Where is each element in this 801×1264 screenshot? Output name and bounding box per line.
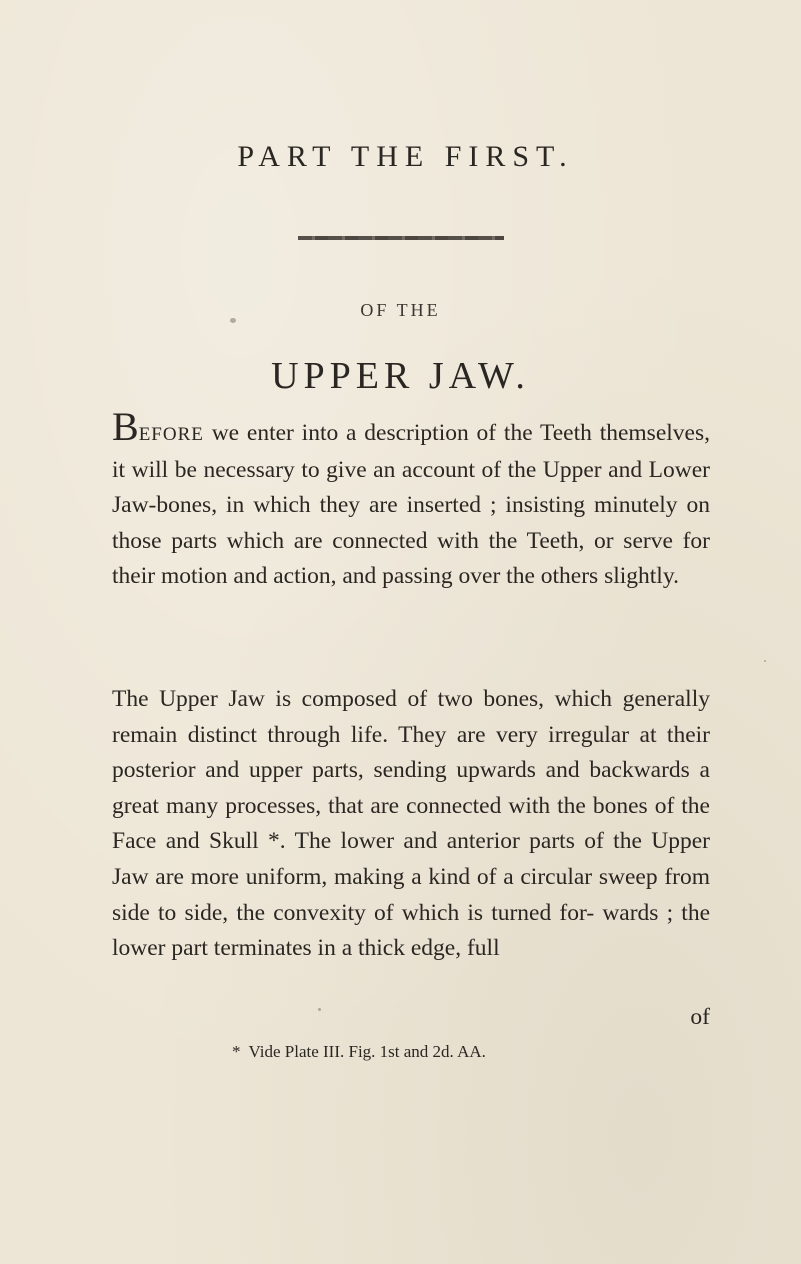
paper-speck bbox=[230, 318, 236, 323]
paragraph-2-text: The Upper Jaw is composed of two bones, which generally remain distinct through life. They are very irregular at their posterior and upper parts, sending upwards and backwards a great many processes, that are connected with the bones of the Face and Skull *. The lower and anterior parts of the Upper Jaw are more uniform, making a kind of a circular sweep from side to side, the convexity of which is turned for- wards ; the lower part terminates in a thick edge, full bbox=[112, 686, 710, 962]
paper-speck bbox=[318, 1008, 321, 1011]
section-prefix: OF THE bbox=[360, 300, 441, 320]
ornamental-rule bbox=[298, 236, 504, 240]
footnote-text: Vide Plate III. Fig. 1st and 2d. AA. bbox=[248, 1042, 486, 1061]
small-caps-word: EFORE bbox=[138, 424, 204, 445]
footnote-mark: * bbox=[232, 1042, 241, 1061]
section-title: UPPER JAW. bbox=[271, 355, 530, 397]
paragraph-1 bbox=[112, 404, 710, 595]
paragraph-1-text: we enter into a description of the Teeth themselves, it will be necessary to give an account of the Upper and Lower Jaw-bones, in which they are inserted ; insisting minutely on those parts which are connected with the Teeth, or serve for their motion and action, and passing over the others slightly. bbox=[112, 420, 710, 590]
paper-speck bbox=[764, 660, 766, 662]
part-heading: PART THE FIRST. bbox=[237, 140, 574, 173]
drop-cap: B bbox=[112, 404, 139, 449]
footnote bbox=[232, 1042, 486, 1062]
paragraph-2 bbox=[112, 682, 710, 967]
catchword: of bbox=[690, 1004, 710, 1030]
